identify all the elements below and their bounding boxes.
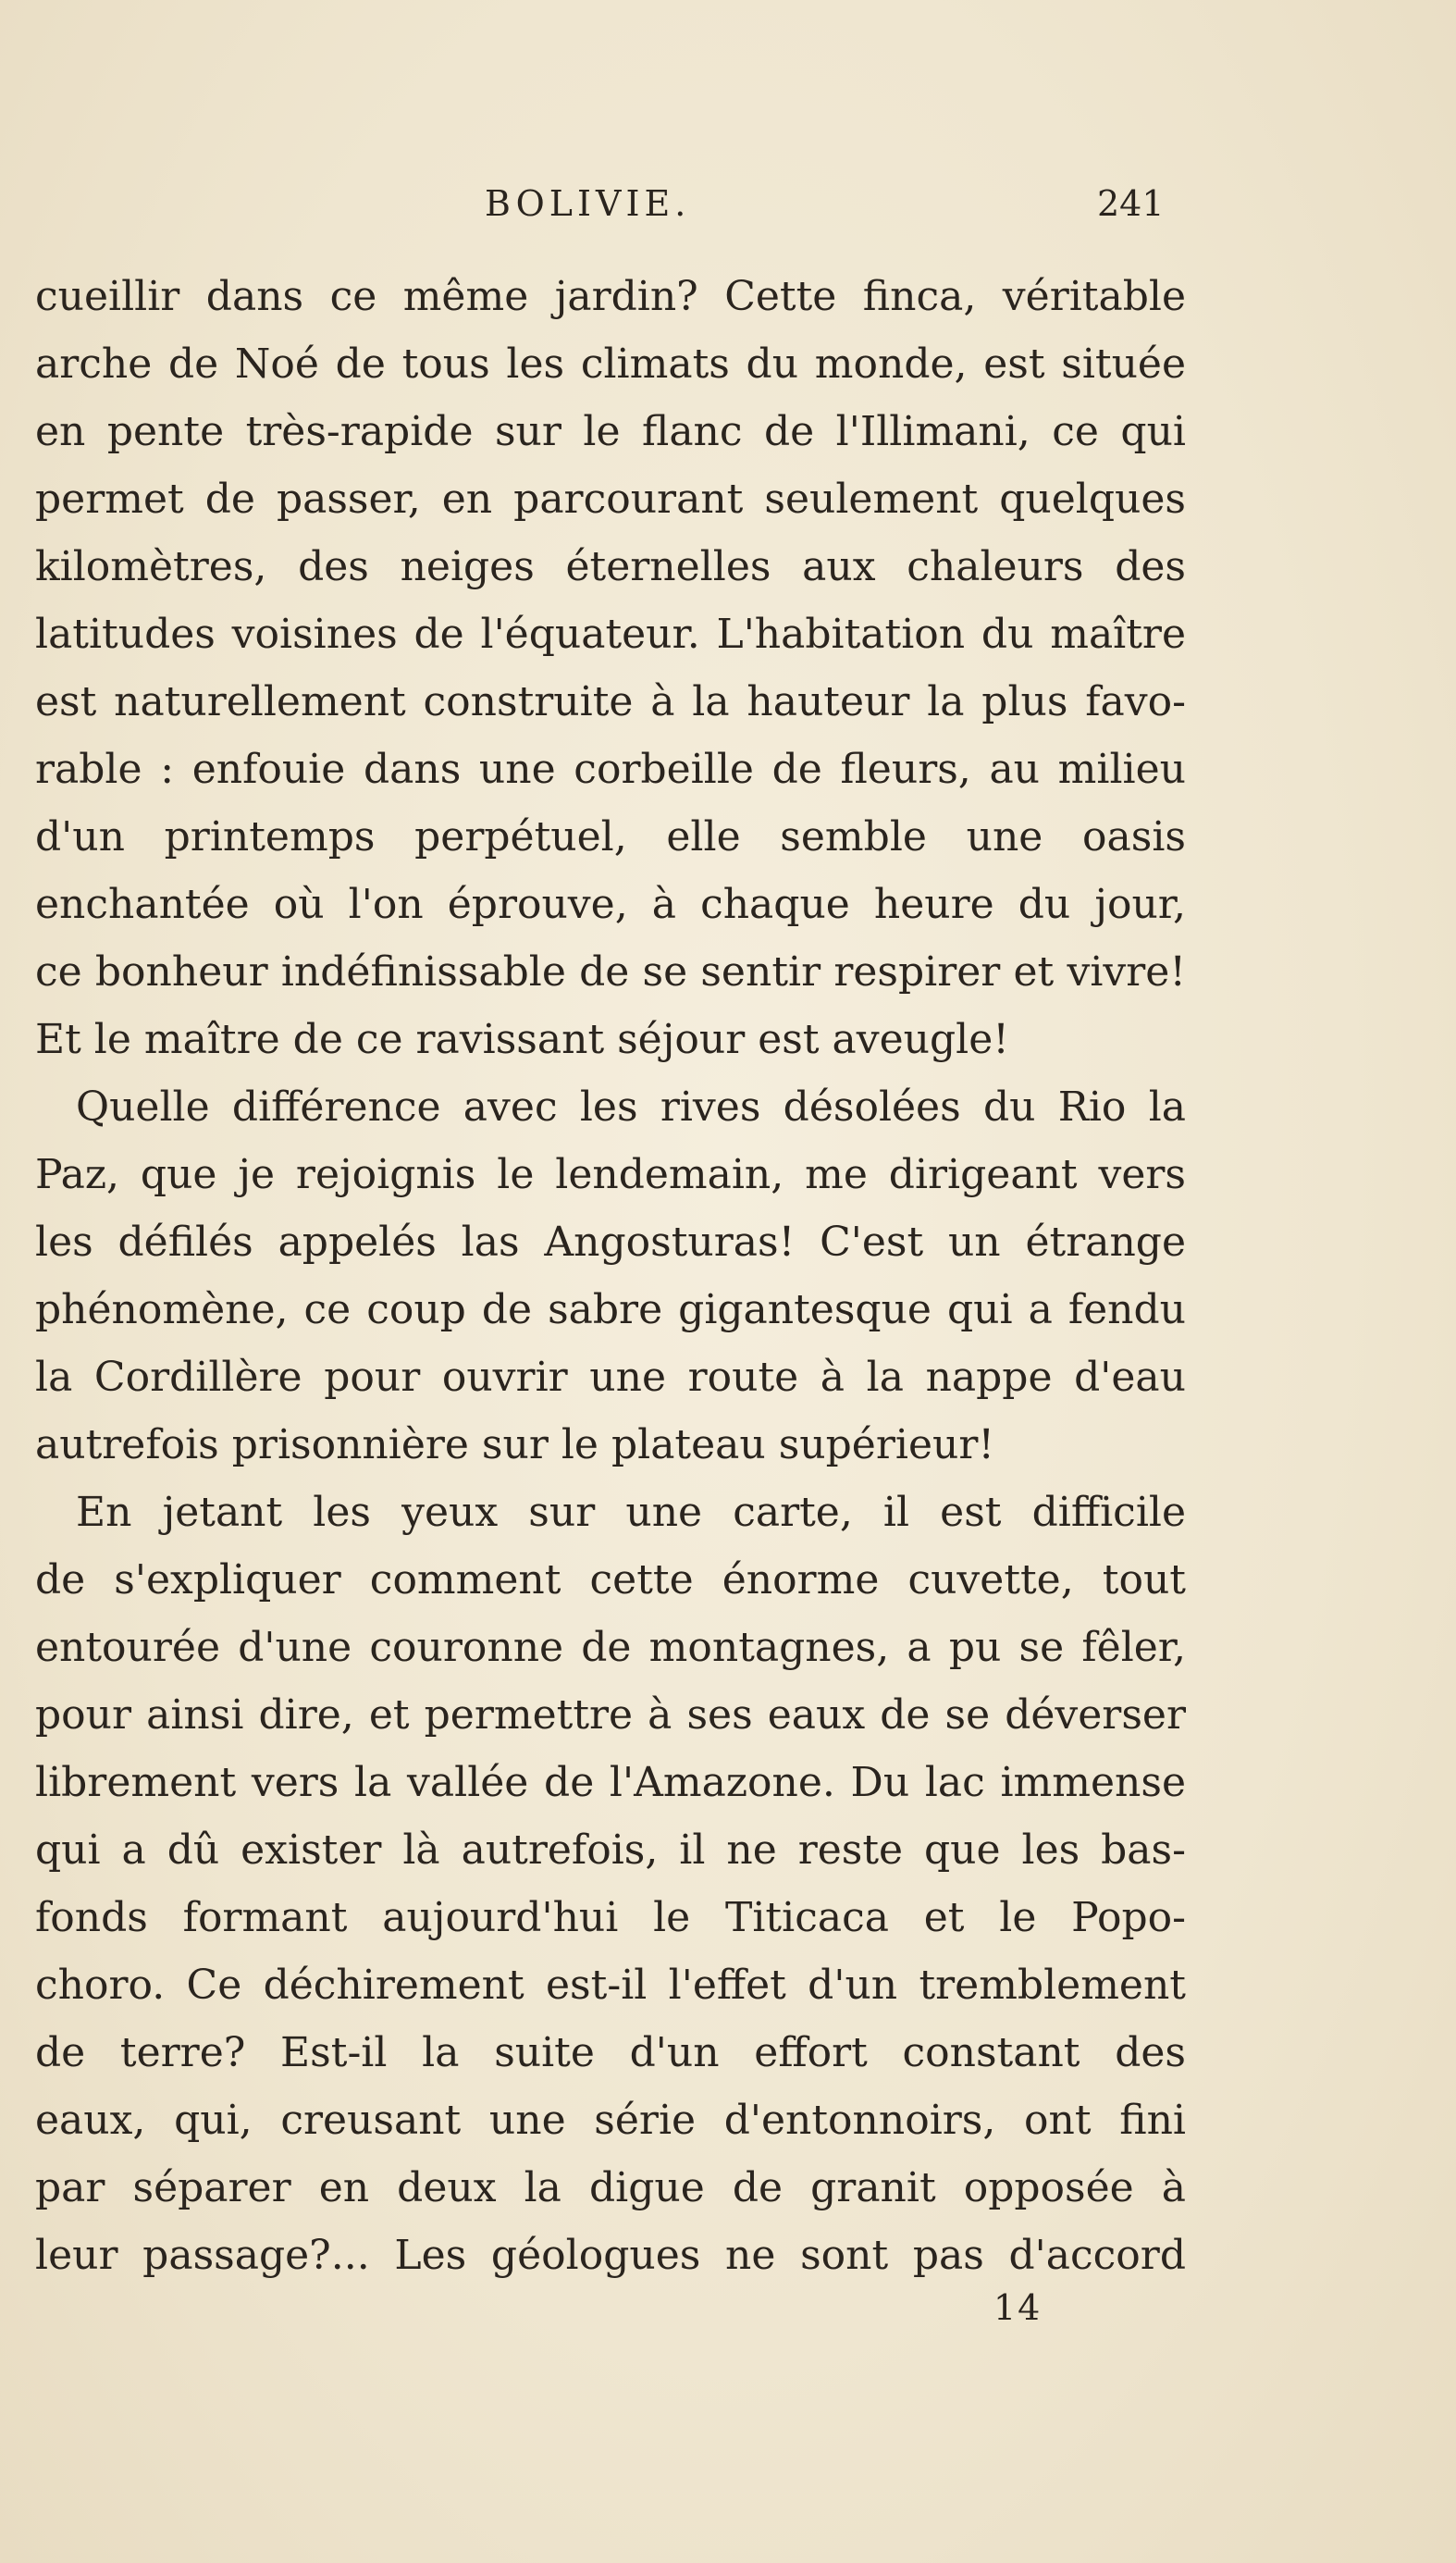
- text-line: ce bonheur indéfinissable de se sentir respirer et vivre!: [35, 948, 1186, 996]
- text-line: cueillir dans ce même jardin? Cette finca, véritable: [35, 273, 1186, 320]
- running-head-title: BOLIVIE.: [485, 183, 691, 224]
- text-line: qui a dû exister là autrefois, il ne reste que les bas-: [35, 1826, 1186, 1874]
- text-line: eaux, qui, creusant une série d'entonnoirs, ont fini: [35, 2097, 1186, 2144]
- text-line: choro. Ce déchirement est-il l'effet d'un tremblement: [35, 1962, 1186, 2009]
- text-line: Quelle différence avec les rives désolées du Rio la: [76, 1083, 1186, 1131]
- text-line: leur passage?... Les géologues ne sont pas d'accord: [35, 2232, 1186, 2279]
- text-line: de terre? Est-il la suite d'un effort constant des: [35, 2029, 1186, 2076]
- page-number: 241: [1097, 183, 1165, 224]
- text-line: Paz, que je rejoignis le lendemain, me dirigeant vers: [35, 1151, 1186, 1198]
- signature-mark: 14: [993, 2287, 1043, 2328]
- text-line: est naturellement construite à la hauteur la plus favo-: [35, 678, 1186, 725]
- text-line: de s'expliquer comment cette énorme cuvette, tout: [35, 1556, 1186, 1603]
- text-line: pour ainsi dire, et permettre à ses eaux de se déverser: [35, 1691, 1186, 1739]
- text-line: En jetant les yeux sur une carte, il est difficile: [76, 1489, 1186, 1536]
- text-line: kilomètres, des neiges éternelles aux chaleurs des: [35, 543, 1186, 590]
- body-text: [35, 263, 1186, 2289]
- text-line: enchantée où l'on éprouve, à chaque heure du jour,: [35, 881, 1186, 928]
- text-line: fonds formant aujourd'hui le Titicaca et le Popo-: [35, 1894, 1186, 1941]
- text-line: permet de passer, en parcourant seulement quelques: [35, 476, 1186, 523]
- text-line: entourée d'une couronne de montagnes, a pu se fêler,: [35, 1624, 1186, 1671]
- text-line: latitudes voisines de l'équateur. L'habitation du maître: [35, 611, 1186, 658]
- text-line: Et le maître de ce ravissant séjour est aveugle!: [35, 1016, 1009, 1063]
- text-line: autrefois prisonnière sur le plateau supérieur!: [35, 1421, 995, 1468]
- text-line: par séparer en deux la digue de granit opposée à: [35, 2164, 1186, 2211]
- text-line: arche de Noé de tous les climats du monde, est située: [35, 340, 1186, 388]
- text-line: librement vers la vallée de l'Amazone. Du lac immense: [35, 1759, 1186, 1806]
- text-line: les défilés appelés las Angosturas! C'est un étrange: [35, 1219, 1186, 1266]
- text-line: rable : enfouie dans une corbeille de fleurs, au milieu: [35, 746, 1186, 793]
- text-line: en pente très-rapide sur le flanc de l'Illimani, ce qui: [35, 408, 1186, 455]
- text-line: la Cordillère pour ouvrir une route à la nappe d'eau: [35, 1354, 1186, 1401]
- running-head: [0, 183, 1456, 229]
- text-line: d'un printemps perpétuel, elle semble une oasis: [35, 813, 1186, 861]
- text-line: phénomène, ce coup de sabre gigantesque qui a fendu: [35, 1286, 1186, 1333]
